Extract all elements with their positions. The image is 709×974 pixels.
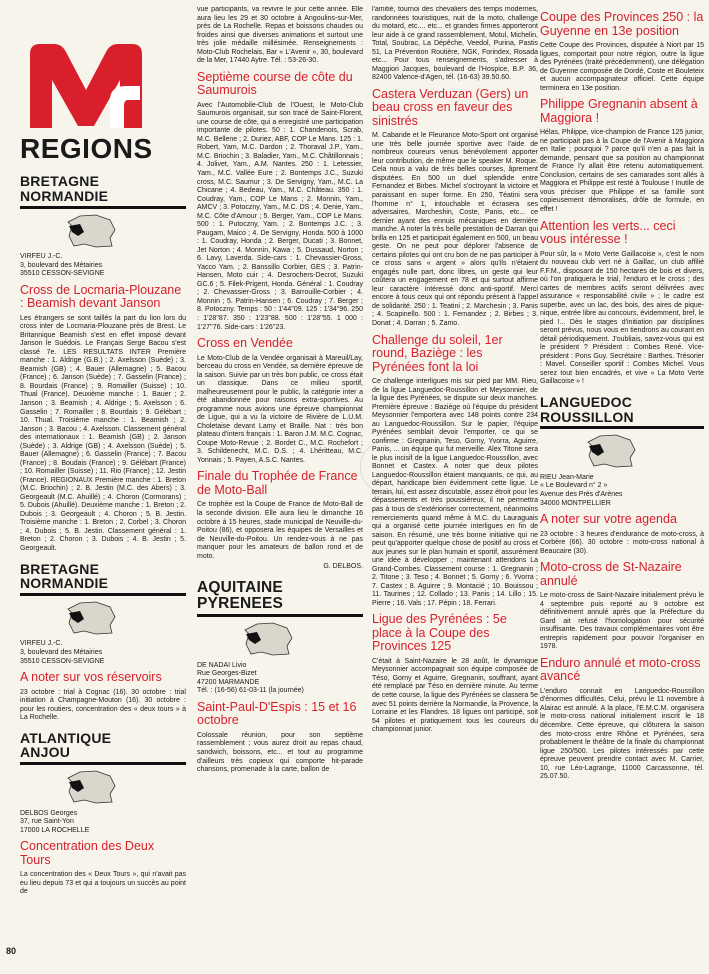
- region-name-line: PYRENEES: [197, 594, 284, 612]
- article-headline: Challenge du soleil, 1er round, Baziège : les Pyrénées font la loi: [372, 332, 503, 374]
- france-map-icon: [66, 601, 118, 635]
- article-signature: G. DELBOS.: [323, 563, 363, 571]
- france-map-icon: [586, 434, 638, 468]
- article-body: l'amitié, tournoi des chevaliers des temps modernes, randonnées touristiques, nuit de la moto, challenge du motard, etc.... etc... et grandes firmes apporteront leur aide à ce grand rassemblement, Motul, Michelin, Total, Soubrac, La Dépêche, Veedol, Purina, Pastis 51, La Prévention Routière, NGK, Forindex, Rosada etc... Pour tous renseignements, s'adresser à Maggiori Jacques, boulevard de l'Hospice, B.P. 36, 82400 Valence-d'Agen, tél. (16-63) 39.50.60.: [372, 6, 538, 82]
- region-name-line: ANJOU: [20, 744, 71, 761]
- article-body: M. Cabande et le Fleurance Moto-Sport ont organisé une très belle journée sportive avec l'aide de nombreux coureurs venus bénévolement apporter leur contribution, de même que le speaker M. Roque. Cela nous a valu de très belles courses, âprement disputées. En 500 un duel splendide entre Fernandez et Birbes. Michel s'octroyant la victoire et paraissant en super forme. En 250, Téatini sera l'homme n° 1, intouchable et écrasera ses adversaires, Marcheshin, Coste, Panis, etc... ce dernier ayant des ennuis mécaniques en dernière manche. A noter la très belle prestation de Darran qui brilla en 125 et participait également en 500, un beau geste. On ne peut pour déplorer l'absence de certains pilotes qui ont cru bon de ne pas participer à ce cross sans « argent » alors qu'ils n'étaient engagés nulle part, donc libres, un geste qui leur coûtera un engagement en 78 et qui surtout affirme leur caractère intéressé donc anti-sportif. Merci encore à tous ceux qui ont répondu présent à l'appel de solidarité. 250 : 1. Teatini ; 2. Marchesin ; 3. Panis ; 4. Scapinello. 500 : 1. Fernandez ; 2. Birbes ; 3. Donat ; 4. Darran ; 5. Zamo.: [372, 132, 538, 327]
- region-name-line: BRETAGNE: [20, 173, 100, 190]
- article: [372, 334, 538, 609]
- section-logo: [20, 42, 186, 166]
- column-4: [540, 6, 704, 784]
- article-body: Les étrangers se sont taillés la part du lion lors du cross inter de Locmaria-Plouzane près de Brest. Le Britannique Beamish s'est en effet imposé devant Janson le Suédois. Le Français Serge Bacou s'est classé 7e. LES RESULTATS INTER Première manche : 1. Aldrige (G.B.) ; 2. Axelsson (Suède) ; 3. Beamish (GB) ; 4. Bauer (Allemagne) ; 5. Bacou (France) ; 6. Janson (Suède) ; 7. Gasselin (France) ; 8. Bourdais (France) ; 9. Romailler (Suisse) ; 10. Thual (France). Deuxième manche : 1. Bauer ; 2. Janson ; 3. Beamish ; 4. Aldrige ; 5. Axelsson ; 6. Gasselin ; 7. Romailler ; 8. Bourdais ; 9. Gélébart ; 10. Thual. Troisième manche : 1. Beamish ; 2. Janson ; 3. Bacou ; 4. Axelsson. Classement général des internationaux : 1. Beamish (GB) ; 2. Janson (Suède) ; 3. Aldrige (GB) ; 4. Axelsson (Suède) ; 5. Bauer (Allemagne) ; 6. Gasselin (France) ; 7. Bacou (France) ; 8. Boudais (France) ; 9. Gélébart (France) ; 10. Romailler (Suisse) ; 11. Rio (France) ; 12. Jestin (France). REGIONAUX Première manche : 1. Breton (M.C. Briochin) ; 2. B. Jestin (M.C. des Abers) ; 3. Georgeault (M.C. Ahuillé) ; 4. Choron (Cormorans) ; 5. Dubois (Ahuillé). Deuxième manche : 1. Breton ; 2. Dubois ; 3. Georgeault ; 4. Choron ; 5. B. Jestin. Troisième manche : 1. Breton ; 2. Corbel ; 3. Choron ; 4. Dubois ; 5. B. Jestin. Classement général : 1. Breton ; 2. Choron ; 3. Dubois ; 4. B. Jestin ; 5. Georgeault.: [20, 314, 186, 552]
- article: [540, 11, 704, 93]
- article: [20, 840, 186, 897]
- article-headline: A noter sur vos réservoirs: [20, 670, 162, 685]
- region-address: VIRFEU J.-C. 3, boulevard des Métairies 35510 CESSON-SEVIGNE: [20, 640, 105, 665]
- article: [372, 613, 538, 734]
- article: [540, 98, 704, 214]
- article: [197, 470, 363, 571]
- article-headline: Philippe Gregnanin absent à Maggiora !: [540, 97, 698, 125]
- article-body: Le Moto-Club de la Vendée organisait à Mareuil/Lay, berceau du cross en Vendée, sa dernière épreuve de la saison. Suivie par un très bon public, ce cross était un classique. Dans ce milieu sportif, malheureusement pour le public, la catégorie inter a été abandonnée pour raisons extra-sportives. Au programme nous avions une épreuve championnat de Ligue, qui a vu la victoire de Rivière de L.U.M. Choletaise devant Lamy et Braille. Nat : très bon plateau d'inters français : 1. Baron J.M. M.C. Cognac, Coupe Moto-Revue ; 2. Bordet C., M.C. Rochefort ; 3. Schildenecht, M.C. D.S. ; 4. Lhéritteau, M.C. Yonnais ; 5. Payen, A.S.C. Nantes.: [197, 354, 363, 464]
- page-number: 80: [6, 946, 17, 956]
- article-headline: Cross de Locmaria-Plouzane : Beamish devant Janson: [20, 282, 182, 311]
- article-body: Pour sûr, la « Moto Verte Gaillacoise », c'est le nom du nouveau club vert né à Gaillac, un club affilié F.F.M., disposant de 150 hectares de bois et divers, où l'on pratiquera le trial, l'enduro et le cross ; des cartes de membres actifs seront délivrées avec assurance « responsabilité civile » ; le cadre est superbe, avec un lac, des bois, des aires de pique-nique, entrée libre au concours, évidemment, bref, le pied !... Dès le stages d'initiation par disciplines seront prévus, nous vous en tiendrons au courant en détail périodiquement. J'oubliais, savez-vous qui est le président ? Président : Combes René. Vice-président : Pons Guy. Secrétaire : Barthes. Trésorier : Mavel. Conseiller sportif : Combes Michel. Vous serez tout bien encadrés, et vive « La Moto Verte Gaillacoise » !: [540, 250, 704, 386]
- region-name-line: BRETAGNE: [20, 560, 100, 577]
- article-body: Colossale réunion, pour son septième rassemblement ; vous aurez droit au repas chaud, sandwich, boissons, etc... et tout au programme d'ailleurs très copieux qui comporte hit-parade chansons, promenade à la carte, ballon de: [197, 731, 363, 774]
- article: [540, 657, 704, 782]
- france-map-icon: [66, 214, 118, 248]
- region-address: DE NADAI Livio Rue Georges-Bizet 47200 MARMANDE Tél. : (16-56) 61-03-11 (la journée): [197, 661, 304, 695]
- article-headline: Castera Verduzan (Gers) un beau cross en faveur des sinistrés: [372, 86, 529, 128]
- region-atlantique: [20, 731, 186, 836]
- region-name-line: ATLANTIQUE: [20, 729, 112, 746]
- article-headline: A noter sur votre agenda: [540, 512, 677, 527]
- article-body: Hélas, Philippe, vice-champion de France 125 junior, ne participait pas à la Coupe de l'Avenir à Maggiora en Italie ; pourquoi ? parce qu'il n'en a pas fait la demande, pensant que sa position au championnat de France l'y allait être retenu automatiquement. Conclusion, certains de ses camarades sont allés à Maggiora et Philippe est resté à Toulouse ! Inutile de vous préciser que Philippe et sa famille sont copieusement démoralisés, drôle de formule, en effet !: [540, 129, 704, 213]
- article-body: 23 octobre : trial à Cognac (16). 30 octobre : trial initiation à Champagne-Mouton (16). 30 octobre : pour les routiers, concentration des « deux tours » à La Rochelle.: [20, 688, 186, 722]
- region-address: VIRFEU J.-C. 3, boulevard des Métairies 35510 CESSON-SEVIGNE: [20, 253, 105, 278]
- article-body: La concentration des « Deux Tours », qui n'avait pas eu lieu depuis 73 et qui a toujours un succès au point de: [20, 871, 186, 896]
- article: [20, 671, 186, 723]
- france-map-icon: [243, 622, 295, 656]
- region-name-line: NORMANDIE: [20, 575, 109, 592]
- region-bretagne: [20, 174, 186, 279]
- article-headline: Enduro annulé et moto-cross avancé: [540, 655, 701, 684]
- article-headline: Finale du Trophée de France de Moto-Ball: [197, 469, 358, 497]
- article-body: L'enduro connait en Languedoc-Roussillon d'énormes difficultés, Celui, prévu le 11 novembre à Alairac est annulé. A la place, l'E.M.C.M. organisera le moto-cross national initialement inscrit le 18 décembre. Cette épreuve, qui clôturera la saison des moto-cross entre Rhône et Pyrénées, sera probablement le théâtre de la finale du championnat ligue 250/500. Les pilotes intéressés par cette épreuve peuvent prendre contact avec M. Carrier, 10, rue Léo-Lagrange, 11000 Carcassonne, tél. 25.07.50.: [540, 687, 704, 781]
- region-aquitaine: [197, 580, 363, 696]
- region-languedoc: [540, 395, 704, 508]
- article: [540, 561, 704, 652]
- article: [197, 71, 363, 332]
- article-body: Ce trophée est la Coupe de France de Moto-Ball de la seconde division. Elle aura lieu le dimanche 16 octobre à 15 heures, stade municipal de Neuville-du-Poitou (86), et opposera les équipes de Versailles et de Neuville-du-Poitou. Un rendez-vous à ne pas manquer pour les amateurs de ballon rond et de moto.: [197, 501, 363, 560]
- article-headline: Attention les verts... ceci vous intéresse !: [540, 218, 676, 246]
- france-map-icon: [66, 770, 118, 804]
- region-bretagne: [20, 562, 186, 667]
- article-body: Cette Coupe des Provinces, disputée à Niort par 15 ligues, comportait pour notre région, outre la ligue des Pyrénées (traité précédemment), une délégation de Guyenne composée de Dordé, Coste et Bouleteix et aucun accompagnateur officiel. Cette équipe terminera en 13e position.: [540, 42, 704, 92]
- m-logo: [24, 42, 149, 130]
- section-title: REGIONS: [20, 133, 153, 164]
- article-headline: Coupe des Provinces 250 : la Guyenne en 13e position: [540, 10, 704, 38]
- column-3: [372, 6, 538, 737]
- article-body: Le moto-cross de Saint-Nazaire initialement prévu le 4 septembre puis reporté au 9 octobre est définitivement annulé après que la Préfecture du Gard ait refusé l'homologation pour sécurité insuffisante. Des travaux complémentaires vont être entrepris rapidement pour pouvoir l'organiser en 1978.: [540, 592, 704, 651]
- column-1: [20, 6, 186, 899]
- article: [372, 88, 538, 329]
- region-name-line: NORMANDIE: [20, 187, 109, 204]
- article: [197, 6, 363, 66]
- article-headline: Septième course de côte du Saumurois: [197, 69, 353, 98]
- region-address: RIEU Jean-Marie « Le Boulevard n° 2 » Avenue des Prés d'Arènes 34000 MONTPELLIER: [540, 473, 623, 507]
- article-body: Avec l'Automobile-Club de l'Ouest, le Moto-Club Saumurois organisait, sur son tracé de Saint-Florent, une course de côte, qui a enregistré une participation importante de pilotes. 50 : 1. Chandenois, Scrab, M.C. Bellene ; 2. Duriez, ABF, COP Le Mans. 125 : 1. Robert, Yam, M.C. Dardon ; 2. Thoraval J.P., Yam., M.C. Briochin ; 3. Baladier, Yam., M.C. Châtillonnais ; 4. Jolivet, Yam., A.M. Nantes. 250 : 1. Letessier, Yam., M.C. Vallée Eure ; 2. Bontemps J.C., Suzuki cross, M.C. Saumur ; 3. De Servigny, Yam., M.C. La Chicane ; 4. Bedeau, Yam., M.C. Château. 350 : 1. Coudray, Yam., COP Le Mans ; 2. Monnin, Yam., AMCV ; 3. Potoczny, Yam., M.C. DS ; 4. Denie, Yam., M.C. Côte d'Amour ; 5. Berger, Yam., COP Le Mans. 500 : 1. Putoczny, Yam. ; 2. Bontemps J.C. ; 3. Paugam, Maico ; 4. De Servigny, Honda. 500 à 1000 : 1. Coudray, Honda ; 2. Berger, Ducati ; 3. Bonnet, Jet Norton ; 4. Monnin, Kawa ; 5. Dussaud, Norton ; 6. Lavy, Laverda. Side-cars : 1. Chevassier-Gross, Yacco Yam. ; 2. Banssillo Corbier, GES ; 3. Patrin-Hansen, Moto cuir ; 4. Desrochers-Decrot, Suzuki GC.6 ; 5. Filek-Prigent, Honda. Général : 1. Coudray ; 2. Chevassier-Gross ; 3. Barrouille-Corbier ; 4. Monnin ; 5. Patrin-Hansen ; 6. Coudray ; 7. Berger ; 8. Potoczny. Temps : 50 : 1'44''09. 125 : 1'34''96. 250 : 1'28''87. 350 : 1'23''88. 500 : 1'28''55. 1 000 : 1'27''76. Side-cars : 1'26''23.: [197, 101, 363, 331]
- article: [20, 284, 186, 554]
- article: [197, 337, 363, 465]
- article: [540, 220, 704, 388]
- region-name-line: AQUITAINE: [197, 578, 283, 596]
- region-divider: [20, 593, 186, 596]
- article-headline: Moto-cross de St-Nazaire annulé: [540, 560, 682, 588]
- region-divider: [197, 614, 363, 617]
- article-body: Ce challenge interligues mis sur pied par MM. Rieu, de la ligue Languedoc-Roussillon et Meysonnier, de la ligue des Pyrénées, se dispute sur deux manches. Première épreuve : Baziège où l'équipe du président Meysonnier l'emportera avec 148 points contre 234 au Languedoc-Roussillon. Sur le papier, l'équipe Pyrénées semblait devoir l'emporter, ce qui se confirme : Gregnanin, Teso, Gorny, Yvorra, Aguirre, Panis, ... un équipe qui fut merveille. Alex Titone sera le plus incisif de la ligue Languedoc-Roussillon, avec Bonnet et Castex. A noter que deux pilotes Languedoc-Roussillon étaient manquants, ce qui, au départ, handicape bien évidemment cette ligue. Le terrain, lui, est assez discutable, assez étroit pour les dépassements et très poussiéreux, il ne permettra pas à tous de s'extérioriser correctement, néanmoins remerciements quand même à M.C. du Lauraguais qui a organisé cette journée interligues en fin de saison. En résumé, une très bonne initiative qui ne peut qu'apporter quelque chose de positif au cross et aux jeunes sur le plan humain et sportif, assurément une idée à développer ; maintenant attendons La Grand-Combes. Classement course : 1. Gregnanin ; 2. Titone ; 3. Teso ; 4. Bonnet ; 5. Gorny ; 6. Yvorra ; 7. Castex ; 8. Aguirre ; 9. Montacié ; 10. Bouissou ; 11. Taurines ; 12. Collado ; 13. Panis ; 14. Lillo ; 15. Pierre ; 16. Vals ; 17. Pépin ; 18. Ferrari.: [372, 378, 538, 607]
- region-divider: [20, 206, 186, 209]
- article: [197, 701, 363, 775]
- article-body: vue participants, va revivre le jour cette année. Elle aura lieu les 29 et 30 octobre à Angoulins-sur-Mer, près de La Rochelle. Repas et boissons chaudes ou froides ainsi que diverses animations et surtout une très jolie médaille millésimée. Renseignements : Moto-Club Rochelais, Bar « L'Avenir », 30, boulevard de la Mer, 17440 Aytre. Tél. : 53-26-30.: [197, 6, 363, 65]
- article-headline: Ligue des Pyrénées : 5e place à la Coupe des Provinces 125: [372, 612, 507, 654]
- article-headline: Cross en Vendée: [197, 336, 293, 351]
- article-body: 23 octobre : 3 heures d'endurance de moto-cross, à Corbère (66). 30 octobre : moto-cross national à Beaucaire (30).: [540, 530, 704, 555]
- region-name-line: ROUSSILLON: [540, 408, 634, 425]
- article-headline: Concentration des Deux Tours: [20, 839, 155, 867]
- column-2: [197, 6, 363, 777]
- m-logo-graphic: [24, 42, 149, 130]
- region-name-line: LANGUEDOC: [540, 394, 633, 410]
- article-body: C'était à Saint-Nazaire le 28 août, le dynamique Meysonnier accompagnait son équipe composée de Téso, Gorny et Aguirre, Gregnanin, souffrant, ayant été remplacé par Téso en dernière minute. Au terme de cette course, la ligue des Pyrénées se classera 5e avec 51 points derrière la Normandie, la Provence, la Lorraine et les Flandres. 18 ligues ont participé, soit 54 pilotes et pratiquement tous les coureurs du championnat junior.: [372, 657, 538, 734]
- region-address: DELBOS Georges 37, rue Saint-Yon 17000 LA ROCHELLE: [20, 809, 90, 834]
- article: [540, 513, 704, 556]
- article: [372, 6, 538, 83]
- region-divider: [540, 426, 704, 429]
- article-headline: Saint-Paul-D'Espis : 15 et 16 octobre: [197, 699, 357, 728]
- region-divider: [20, 762, 186, 765]
